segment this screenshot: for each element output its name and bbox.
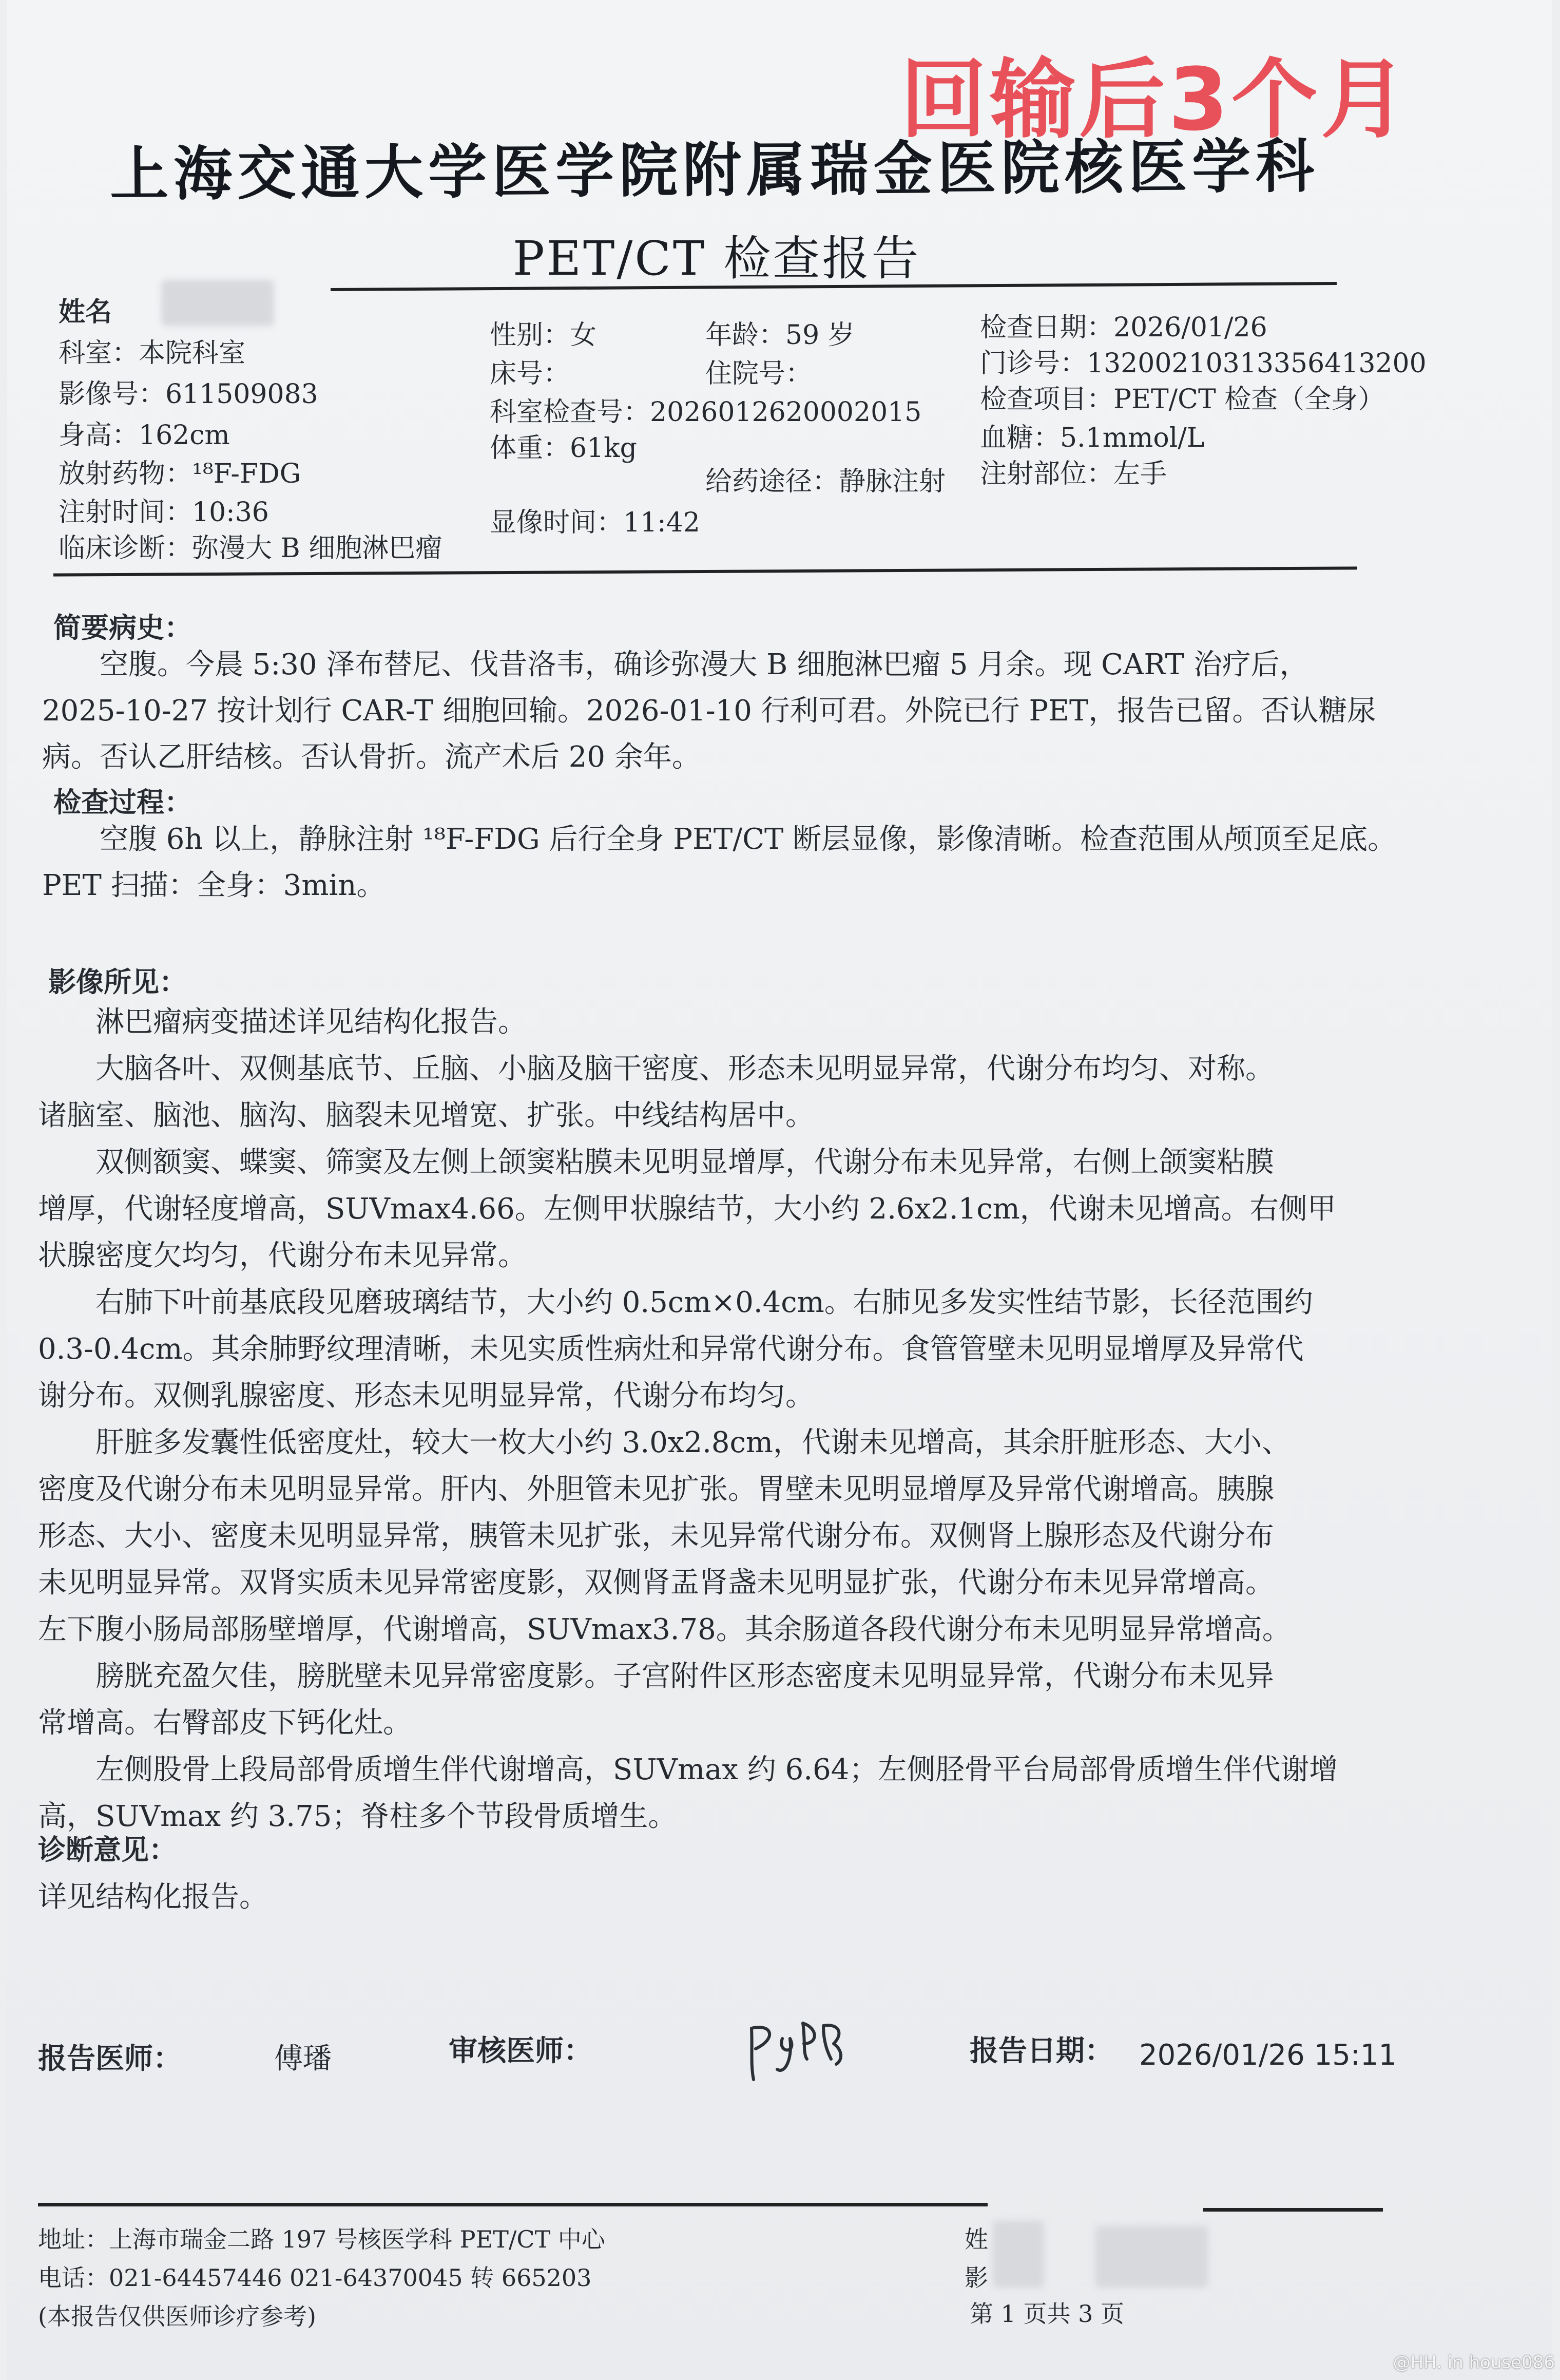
footer-redaction-2 xyxy=(1095,2226,1208,2288)
reporter-label: 报告医师： xyxy=(38,2042,182,2076)
history-line: 病。否认乙肝结核。否认骨折。流产术后 20 余年。 xyxy=(42,740,701,774)
findings-line: 右肺下叶前基底段见磨玻璃结节，大小约 0.5cm×0.4cm。右肺见多发实性结节影，长径范围约 xyxy=(95,1286,1313,1319)
findings-line: 密度及代谢分布未见明显异常。肝内、外胆管未见扩张。胃壁未见明显增厚及异常代谢增高。胰腺 xyxy=(38,1473,1274,1506)
findings-heading: 影像所见： xyxy=(48,965,187,998)
findings-line: 肝脏多发囊性低密度灶，较大一枚大小约 3.0x2.8cm，代谢未见增高，其余肝脏形态、大小、 xyxy=(95,1426,1291,1459)
drug-field: 放射药物：¹⁸F-FDG xyxy=(59,459,301,489)
findings-line: 淋巴瘤病变描述详见结构化报告。 xyxy=(95,1005,527,1039)
opinion-heading: 诊断意见： xyxy=(38,1833,177,1866)
bed-field: 床号： xyxy=(490,358,570,389)
age-field: 年龄：59 岁 xyxy=(705,320,855,351)
findings-line: 双侧额窦、蝶窦、筛窦及左侧上颌窦粘膜未见明显增厚，代谢分布未见异常，右侧上颌窦粘膜 xyxy=(95,1146,1274,1179)
history-heading: 简要病史： xyxy=(53,611,192,644)
findings-line: 高，SUVmax 约 3.75；脊柱多个节段骨质增生。 xyxy=(38,1800,677,1833)
findings-line: 左侧股骨上段局部骨质增生伴代谢增高，SUVmax 约 6.64；左侧胫骨平台局部骨质增生伴代谢增 xyxy=(95,1753,1338,1786)
image-no-field: 影像号：611509083 xyxy=(59,379,318,410)
hospital-name: 上海交通大学医学院附属瑞金医院核医学科 xyxy=(109,131,1320,209)
exam-item-field: 检查项目：PET/CT 检查（全身） xyxy=(980,384,1385,415)
history-line: 2025-10-27 按计划行 CAR-T 细胞回输。2026-01-10 行利可君。外院已行 PET，报告已留。否认糖尿 xyxy=(42,694,1376,728)
name-redaction xyxy=(161,280,274,326)
footer-note: (本报告仅供医师诊疗参考) xyxy=(38,2302,316,2330)
findings-line: 常增高。右臀部皮下钙化灶。 xyxy=(38,1706,412,1740)
findings-line: 状腺密度欠均匀，代谢分布未见异常。 xyxy=(38,1239,527,1272)
footer-rule-left xyxy=(38,2203,988,2206)
exam-date-field: 检查日期：2026/01/26 xyxy=(980,312,1267,343)
reporter-name: 傅璠 xyxy=(274,2042,332,2076)
findings-line: 0.3-0.4cm。其余肺野纹理清晰，未见实质性病灶和异常代谢分布。食管管壁未见明显增厚及异常代 xyxy=(38,1332,1304,1366)
watermark: @HH. in house086 xyxy=(1393,2352,1555,2373)
findings-line: 增厚，代谢轻度增高，SUVmax4.66。左侧甲状腺结节，大小约 2.6x2.1cm，代谢未见增高。右侧甲 xyxy=(38,1192,1336,1226)
dept-field: 科室：本院科室 xyxy=(59,338,246,369)
inject-time-field: 注射时间：10:36 xyxy=(59,497,269,528)
findings-body xyxy=(38,999,1424,1840)
height-field: 身高：162cm xyxy=(59,420,230,451)
procedure-line: 空腹 6h 以上，静脉注射 ¹⁸F-FDG 后行全身 PET/CT 断层显像，影像清晰。检查范围从颅顶至足底。 xyxy=(100,823,1397,856)
glucose-field: 血糖：5.1mmol/L xyxy=(980,423,1205,453)
imaging-time-field: 显像时间：11:42 xyxy=(490,507,700,538)
inject-site-field: 注射部位：左手 xyxy=(980,459,1167,489)
findings-line: 左下腹小肠局部肠壁增厚，代谢增高，SUVmax3.78。其余肠道各段代谢分布未见明显异常增高。 xyxy=(38,1613,1291,1646)
findings-line: 膀胱充盈欠佳，膀胱壁未见异常密度影。子宫附件区形态密度未见明显异常，代谢分布未见异 xyxy=(95,1660,1274,1693)
footer-name-fragment: 姓 xyxy=(965,2225,988,2253)
page-number: 第 1 页共 3 页 xyxy=(970,2300,1125,2328)
weight-field: 体重：61kg xyxy=(490,433,637,464)
procedure-heading: 检查过程： xyxy=(53,786,192,818)
route-field: 给药途径：静脉注射 xyxy=(705,466,946,497)
findings-line: 大脑各叶、双侧基底节、丘脑、小脑及脑干密度、形态未见明显异常，代谢分布均匀、对称。 xyxy=(95,1052,1274,1086)
info-rule xyxy=(53,566,1357,576)
sex-field: 性别：女 xyxy=(490,320,597,351)
footer-phone: 电话：021-64457446 021-64370045 转 665203 xyxy=(38,2264,592,2292)
findings-line: 谢分布。双侧乳腺密度、形态未见明显异常，代谢分布均匀。 xyxy=(38,1379,814,1413)
inpatient-no-field: 住院号： xyxy=(705,358,813,389)
history-line: 空腹。今晨 5:30 泽布替尼、伐昔洛韦，确诊弥漫大 B 细胞淋巴瘤 5 月余。现 CART 治疗后， xyxy=(100,648,1308,681)
report-date: 2026/01/26 15:11 xyxy=(1139,2039,1397,2072)
reviewer-signature xyxy=(741,2008,854,2085)
findings-line: 未见明显异常。双肾实质未见异常密度影，双侧肾盂肾盏未见明显扩张，代谢分布未见异常增高。 xyxy=(38,1566,1274,1600)
outpatient-no-field: 门诊号：13200210313356413200 xyxy=(980,348,1427,379)
report-title: PET/CT 检查报告 xyxy=(513,231,921,286)
procedure-line: PET 扫描：全身：3min。 xyxy=(42,869,386,902)
footer-rule-right xyxy=(1203,2208,1383,2212)
footer-image-fragment: 影 xyxy=(965,2264,988,2292)
opinion-text: 详见结构化报告。 xyxy=(38,1880,268,1914)
report-date-label: 报告日期： xyxy=(970,2034,1113,2068)
dept-exam-no-field: 科室检查号：2026012620002015 xyxy=(490,397,922,428)
report-page xyxy=(7,0,1552,2380)
diagnosis-field: 临床诊断：弥漫大 B 细胞淋巴瘤 xyxy=(59,533,442,564)
procedure-body xyxy=(42,816,1428,909)
name-label: 姓名 xyxy=(59,296,112,328)
reviewer-label: 审核医师： xyxy=(449,2034,592,2068)
history-body xyxy=(42,642,1428,780)
findings-line: 形态、大小、密度未见明显异常，胰管未见扩张，未见异常代谢分布。双侧肾上腺形态及代谢分布 xyxy=(38,1519,1274,1553)
overlay-annotation: 回输后3个月 xyxy=(900,49,1410,150)
footer-redaction-1 xyxy=(993,2221,1044,2288)
footer-address: 地址：上海市瑞金二路 197 号核医学科 PET/CT 中心 xyxy=(38,2225,605,2253)
findings-line: 诸脑室、脑池、脑沟、脑裂未见增宽、扩张。中线结构居中。 xyxy=(38,1099,814,1132)
